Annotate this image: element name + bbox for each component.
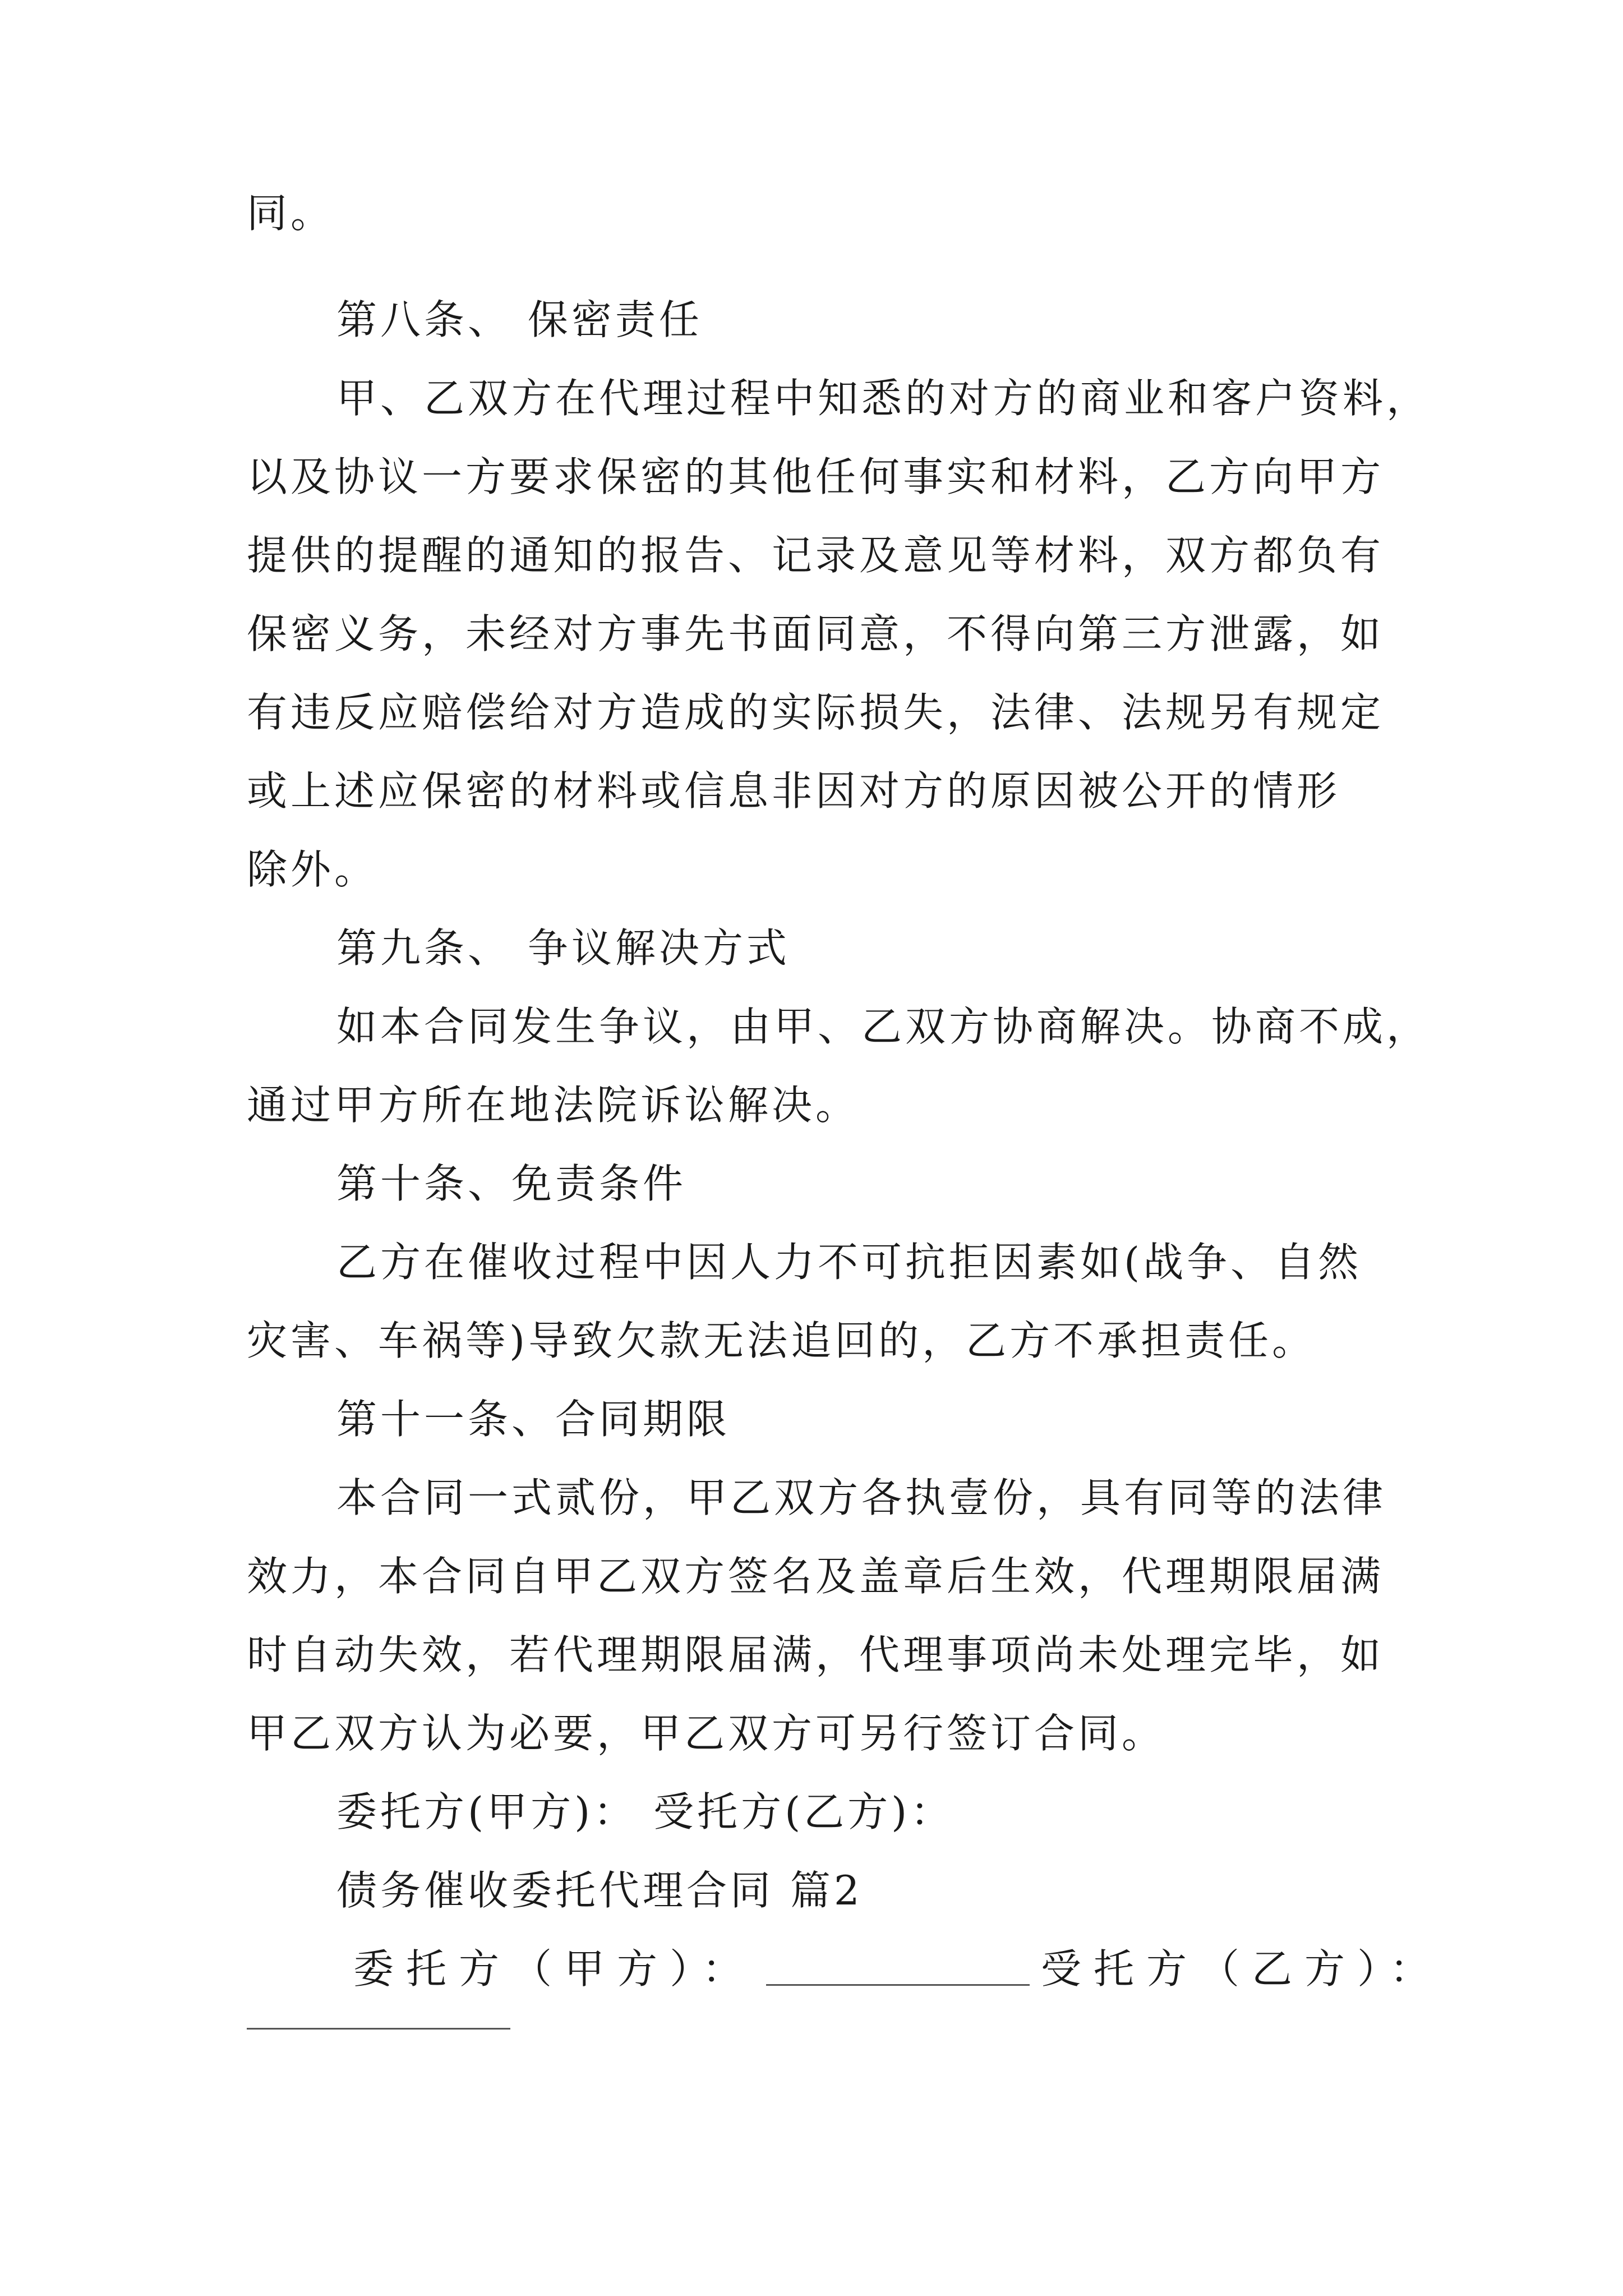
signature-parties: 委托方(甲方)： 受托方(乙方)：	[336, 1788, 955, 1835]
text-line: 甲、乙双方在代理过程中知悉的对方的商业和客户资料，	[336, 375, 1431, 422]
text-line: 有违反应赔偿给对方造成的实际损失，法律、法规另有规定	[247, 689, 1385, 736]
text-line: 或上述应保密的材料或信息非因对方的原因被公开的情形	[247, 767, 1341, 815]
text-line: 以及协议一方要求保密的其他任何事实和材料，乙方向甲方	[247, 453, 1385, 500]
text-line: 灾害、车祸等)导致欠款无法追回的，乙方不承担责任。	[247, 1317, 1316, 1364]
text-line: 如本合同发生争议，由甲、乙双方协商解决。协商不成，	[336, 1003, 1431, 1050]
party-line	[353, 1941, 1442, 1997]
text-line: 保密义务，未经对方事先书面同意，不得向第三方泄露，如	[247, 610, 1385, 657]
text-line: 同。	[247, 190, 335, 237]
text-line: 提供的提醒的通知的报告、记录及意见等材料，双方都负有	[247, 532, 1385, 579]
article-heading: 第九条、 争议解决方式	[336, 924, 790, 972]
text-line: 甲乙双方认为必要，甲乙双方可另行签订合同。	[247, 1710, 1166, 1757]
text-line: 本合同一式贰份，甲乙双方各执壹份，具有同等的法律	[336, 1474, 1387, 1521]
text-line: 除外。	[247, 846, 379, 893]
text-line: 通过甲方所在地法院诉讼解决。	[247, 1082, 860, 1129]
client-blank	[766, 1982, 1030, 1986]
text-line: 乙方在催收过程中因人力不可抗拒因素如(战争、自然	[336, 1239, 1362, 1286]
text-line: 时自动失效，若代理期限届满，代理事项尚未处理完毕，如	[247, 1631, 1385, 1678]
section-title: 债务催收委托代理合同 篇2	[336, 1867, 863, 1914]
client-label: 委托方（甲方）：	[353, 1945, 755, 1993]
agent-blank	[247, 2028, 510, 2030]
article-heading: 第十一条、合同期限	[336, 1396, 731, 1443]
article-heading: 第八条、 保密责任	[336, 296, 703, 343]
article-heading: 第十条、免责条件	[336, 1160, 687, 1207]
agent-label: 受托方（乙方）：	[1041, 1945, 1443, 1993]
text-line: 效力，本合同自甲乙双方签名及盖章后生效，代理期限届满	[247, 1553, 1385, 1600]
